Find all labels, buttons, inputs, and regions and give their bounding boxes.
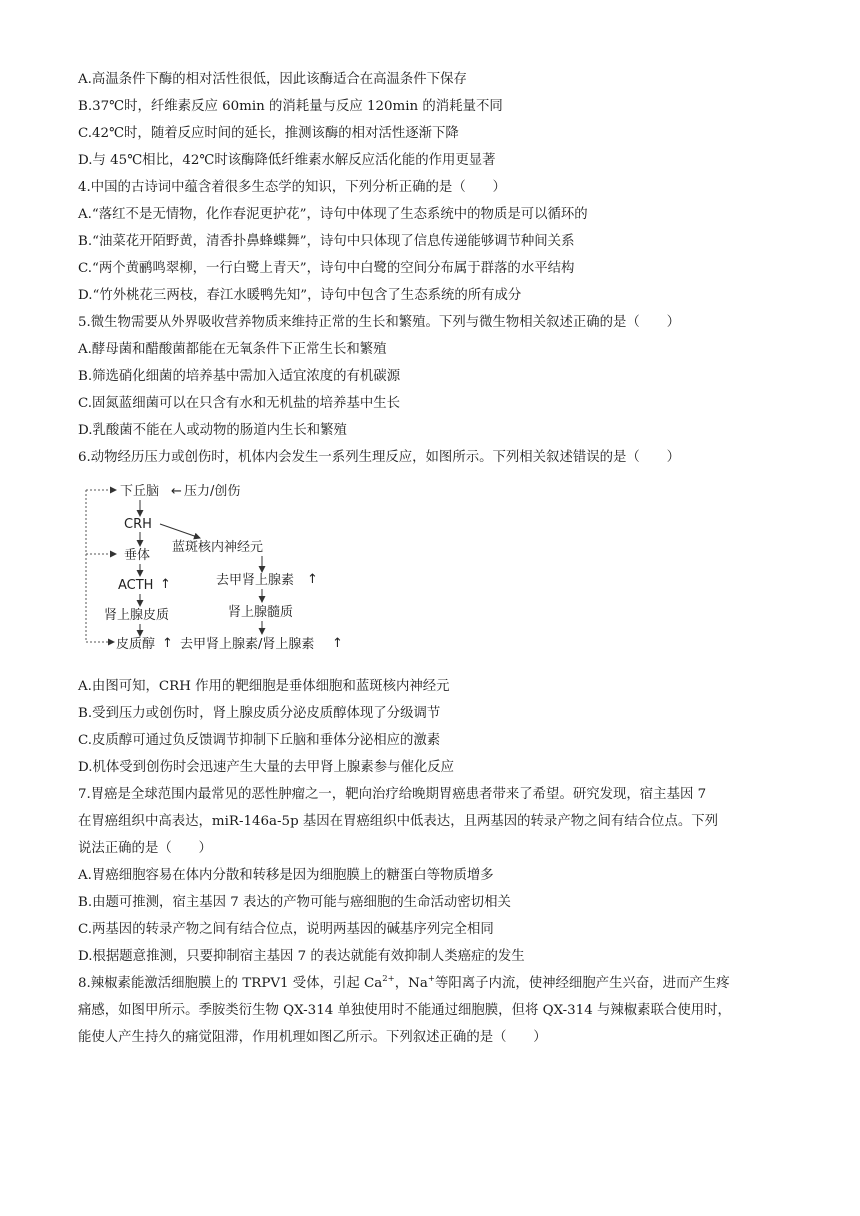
adrenal-medulla-label: 肾上腺髓质 xyxy=(228,605,294,620)
calcium-charge: 2+ xyxy=(382,973,395,984)
acth-up-arrow: ↑ xyxy=(160,577,171,592)
q7-option-b: B.由题可推测，宿主基因 7 表达的产物可能与癌细胞的生命活动密切相关 xyxy=(78,895,511,910)
norepi-epi-label: 去甲肾上腺素/肾上腺素 xyxy=(180,637,315,652)
acth-label: ACTH xyxy=(118,578,154,593)
norepi-label: 去甲肾上腺素 xyxy=(216,573,295,588)
q4-option-b: B.“油菜花开陌野黄，清香扑鼻蜂蝶舞”，诗句中只体现了信息传递能够调节种间关系 xyxy=(78,234,575,249)
q8-line1-part-b: ，Na xyxy=(394,976,428,991)
q5-stem: 5.微生物需要从外界吸收营养物质来维持正常的生长和繁殖。下列与微生物相关叙述正确的是（ ） xyxy=(78,315,680,330)
adrenal-cortex-label: 肾上腺皮质 xyxy=(104,608,170,623)
stress-label: 压力/创伤 xyxy=(184,484,241,499)
q5-option-d: D.乳酸菌不能在人或动物的肠道内生长和繁殖 xyxy=(78,423,347,438)
q3-option-b: B.37℃时，纤维素反应 60min 的消耗量与反应 120min 的消耗量不同 xyxy=(78,99,503,114)
pituitary-label: 垂体 xyxy=(124,548,151,563)
q7-option-d: D.根据题意推测，只要抑制宿主基因 7 的表达就能有效抑制人类癌症的发生 xyxy=(78,949,525,964)
q6-stem: 6.动物经历压力或创伤时，机体内会发生一系列生理反应，如图所示。下列相关叙述错误的是（ ） xyxy=(78,450,680,465)
cortisol-up-arrow: ↑ xyxy=(162,636,173,651)
q4-option-a: A.“落红不是无情物，化作春泥更护花”，诗句中体现了生态系统中的物质是可以循环的 xyxy=(78,207,588,222)
q4-option-d: D.“竹外桃花三两枝，春江水暖鸭先知”，诗句中包含了生态系统的所有成分 xyxy=(78,288,522,303)
norepi-epi-up-arrow: ↑ xyxy=(332,636,342,651)
stress-response-diagram xyxy=(80,478,342,658)
q3-option-d: D.与 45℃相比，42℃时该酶降低纤维素水解反应活化能的作用更显著 xyxy=(78,153,496,168)
q6-option-d: D.机体受到创伤时会迅速产生大量的去甲肾上腺素参与催化反应 xyxy=(78,760,455,775)
q8-stem-line-3: 能使人产生持久的痛觉阻滞，作用机理如图乙所示。下列叙述正确的是（ ） xyxy=(78,1030,547,1045)
hypothalamus-label: 下丘脑 xyxy=(120,484,160,499)
q4-stem: 4.中国的古诗词中蕴含着很多生态学的知识，下列分析正确的是（ ） xyxy=(78,180,506,195)
q8-stem-line-1 xyxy=(78,974,790,994)
q8-stem-line-2: 痛感，如图甲所示。季胺类衍生物 QX-314 单独使用时不能通过细胞膜，但将 QX-314 与辣椒素联合使用时， xyxy=(78,1003,731,1018)
q6-option-c: C.皮质醇可通过负反馈调节抑制下丘脑和垂体分泌相应的激素 xyxy=(78,733,441,748)
sodium-charge: + xyxy=(427,973,435,984)
crh-to-locus-arrow xyxy=(160,524,200,538)
q7-stem-line-1: 7.胃癌是全球范围内最常见的恶性肿瘤之一，靶向治疗给晚期胃癌患者带来了希望。研究发现，宿主基因 7 xyxy=(78,787,707,802)
locus-label: 蓝斑核内神经元 xyxy=(172,540,264,555)
q5-option-a: A.酵母菌和醋酸菌都能在无氧条件下正常生长和繁殖 xyxy=(78,342,387,357)
q7-option-a: A.胃癌细胞容易在体内分散和转移是因为细胞膜上的糖蛋白等物质增多 xyxy=(78,868,494,883)
q7-stem-line-3: 说法正确的是（ ） xyxy=(78,841,212,856)
q7-option-c: C.两基因的转录产物之间有结合位点，说明两基因的碱基序列完全相同 xyxy=(78,922,494,937)
q5-option-c: C.固氮蓝细菌可以在只含有水和无机盐的培养基中生长 xyxy=(78,396,401,411)
q4-option-c: C.“两个黄鹂鸣翠柳，一行白鹭上青天”，诗句中白鹭的空间分布属于群落的水平结构 xyxy=(78,261,575,276)
crh-label: CRH xyxy=(124,517,152,532)
q8-line1-part-a: 8.辣椒素能激活细胞膜上的 TRPV1 受体，引起 Ca xyxy=(78,976,383,991)
q5-option-b: B.筛选硝化细菌的培养基中需加入适宜浓度的有机碳源 xyxy=(78,369,401,384)
q6-option-a: A.由图可知，CRH 作用的靶细胞是垂体细胞和蓝斑核内神经元 xyxy=(78,679,450,694)
q8-line1-part-c: 等阳离子内流，使神经细胞产生兴奋，进而产生疼 xyxy=(435,976,730,991)
q3-option-c: C.42℃时，随着反应时间的延长，推测该酶的相对活性逐渐下降 xyxy=(78,126,459,141)
q7-stem-line-2: 在胃癌组织中高表达，miR-146a-5p 基因在胃癌组织中低表达，且两基因的转录产物之间有结合位点。下列 xyxy=(78,814,719,829)
norepi-up-arrow: ↑ xyxy=(307,572,318,587)
q6-option-b: B.受到压力或创伤时，肾上腺皮质分泌皮质醇体现了分级调节 xyxy=(78,706,441,721)
q3-option-a: A.高温条件下酶的相对活性很低，因此该酶适合在高温条件下保存 xyxy=(78,72,467,87)
cortisol-label: 皮质醇 xyxy=(116,637,156,652)
stress-arrow: ← xyxy=(171,484,182,499)
